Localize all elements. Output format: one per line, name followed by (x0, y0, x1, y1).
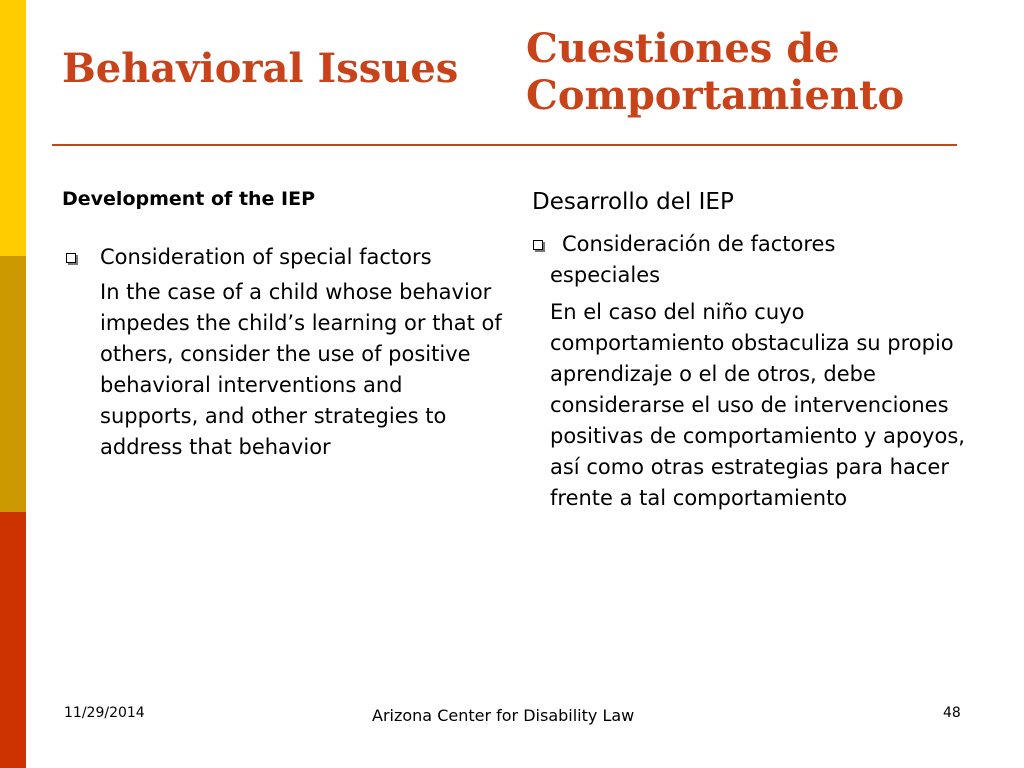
bullet-text-spanish-continued: especiales (550, 263, 661, 287)
square-bullet-icon (533, 240, 543, 250)
spanish-column (532, 186, 972, 514)
accent-bar-red (0, 512, 26, 768)
bullet-text-spanish: Consideración de factores (562, 232, 836, 256)
english-column (62, 186, 502, 463)
subtitle-spanish: Desarrollo del IEP (532, 189, 734, 215)
title-spanish: Cuestiones de Comportamiento (526, 25, 905, 119)
square-bullet-icon (66, 253, 76, 263)
subtitle-english: Development of the IEP (62, 188, 316, 210)
footer-organization: Arizona Center for Disability Law (372, 706, 635, 725)
footer-date: 11/29/2014 (64, 705, 145, 721)
accent-bar-gold (0, 256, 26, 512)
title-english: Behavioral Issues (62, 45, 459, 92)
bullet-text-english: Consideration of special factors (100, 245, 432, 269)
bullet-item-english (62, 242, 502, 463)
bullet-item-spanish (532, 229, 972, 260)
title-divider (52, 144, 957, 146)
footer-page-number: 48 (943, 705, 961, 721)
paragraph-spanish: En el caso del niño cuyo comportamiento obstaculiza su propio aprendizaje o el de otros, debe considerarse el uso de intervenciones positivas de comportamiento y apoyos, así como otras estrategias para hacer frente a tal comportamiento (550, 300, 965, 510)
paragraph-english: In the case of a child whose behavior impedes the child’s learning or that of others, consider the use of positive behavioral interventions and supports, and other strategies to address that behavior (100, 280, 502, 459)
accent-bar-yellow (0, 0, 26, 256)
